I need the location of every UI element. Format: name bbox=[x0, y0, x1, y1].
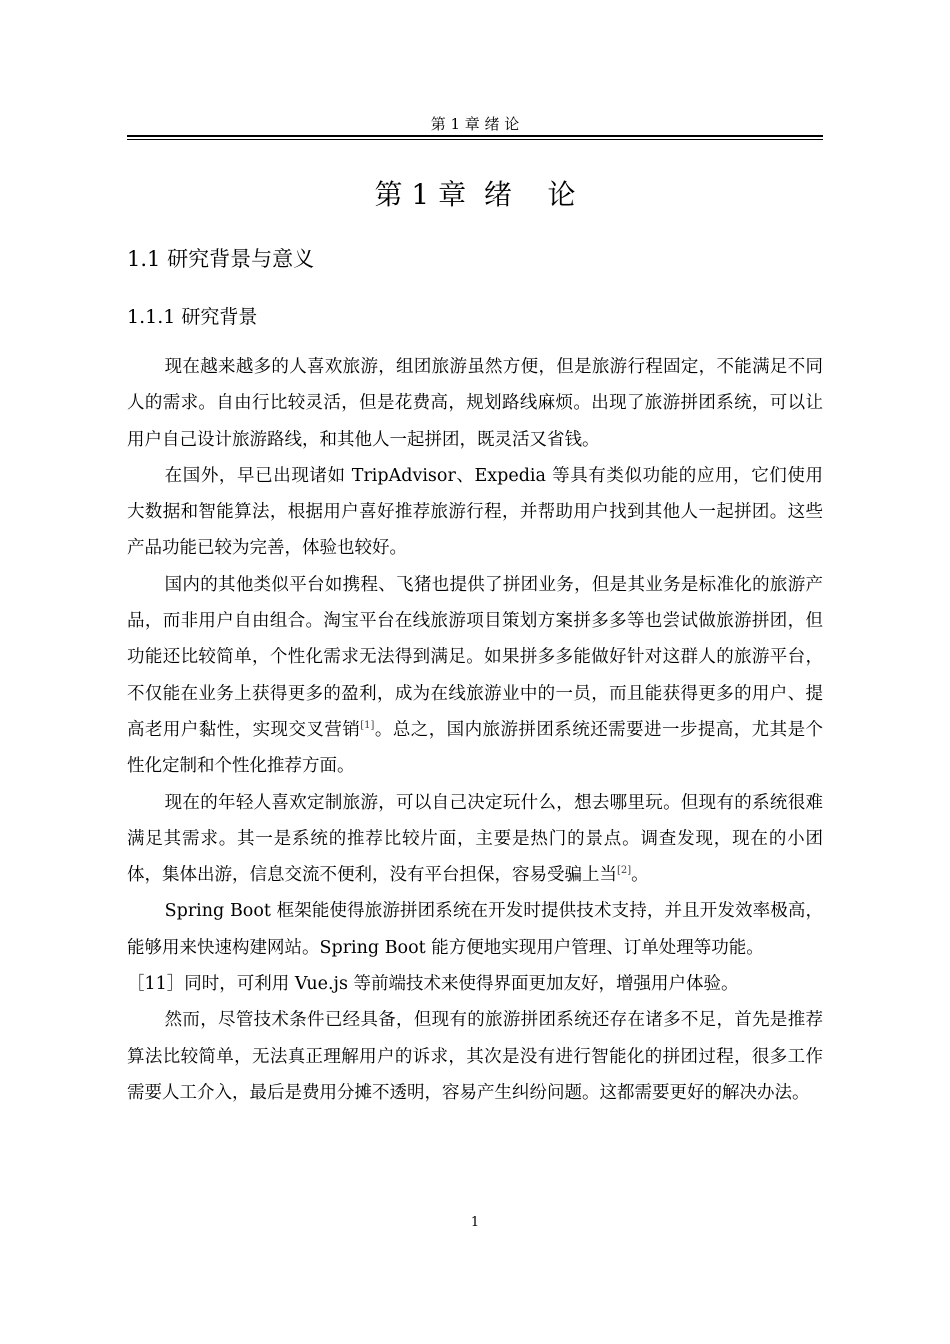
page-number: 1 bbox=[470, 1215, 480, 1230]
paragraph-3 bbox=[127, 567, 823, 785]
paragraph-2: 在国外，早已出现诸如 TripAdvisor、Expedia 等具有类似功能的应用，它们使用大数据和智能算法，根据用户喜好推荐旅游行程，并帮助用户找到其他人一起拼团。这些产品功能已较为完善，体验也较好。 bbox=[127, 465, 823, 559]
subsection-title: 1.1.1 研究背景 bbox=[127, 306, 258, 328]
running-header: 第 1 章 绪 论 bbox=[430, 115, 520, 133]
paragraph-6: 然而，尽管技术条件已经具备，但现有的旅游拼团系统还存在诸多不足，首先是推荐算法比较简单，无法真正理解用户的诉求，其次是没有进行智能化的拼团过程，很多工作需要人工介入，最后是费用分摊不透明，容易产生纠纷问题。这都需要更好的解决办法。 bbox=[127, 1010, 823, 1103]
chapter-title: 第 1 章 绪 论 bbox=[374, 178, 576, 211]
paragraph-3-text-b: 。总之，国内旅游拼团系统还需要进一步提高，尤其是个性化定制和个性化推荐方面。 bbox=[127, 719, 824, 777]
paragraph-3-text-a: 国内的其他类似平台如携程、飞猪也提供了拼团业务，但是其业务是标准化的旅游产品，而非用户自由组合。淘宝平台在线旅游项目策划方案拼多多等也尝试做旅游拼团，但功能还比较简单，个性化需求无法得到满足。如果拼多多能做好针对这群人的旅游平台，不仅能在业务上获得更多的盈利，成为在线旅游业中的一员，而且能获得更多的用户、提高老用户黏性，实现交叉营销 bbox=[127, 574, 823, 740]
citation-2: [2] bbox=[617, 865, 632, 877]
paragraph-4-text-a: 现在的年轻人喜欢定制旅游，可以自己决定玩什么，想去哪里玩。但现有的系统很难满足其需求。其一是系统的推荐比较片面，主要是热门的景点。调查发现，现在的小团体，集体出游，信息交流不便利，没有平台担保，容易受骗上当 bbox=[127, 792, 823, 886]
paragraph-5-continuation: ［11］同时，可利用 Vue.js 等前端技术来使得界面更加友好，增强用户体验。 bbox=[127, 974, 739, 995]
paragraph-1: 现在越来越多的人喜欢旅游，组团旅游虽然方便，但是旅游行程固定，不能满足不同人的需求。自由行比较灵活，但是花费高，规划路线麻烦。出现了旅游拼团系统，可以让用户自己设计旅游路线，和其他人一起拼团，既灵活又省钱。 bbox=[127, 357, 823, 450]
paragraph-4 bbox=[127, 785, 823, 894]
paragraph-5: Spring Boot 框架能使得旅游拼团系统在开发时提供技术支持，并且开发效率极高，能够用来快速构建网站。Spring Boot 能方便地实现用户管理、订单处理等功能。 bbox=[127, 901, 823, 958]
header-rule-thin bbox=[127, 139, 823, 140]
body-text bbox=[127, 349, 823, 1111]
section-title: 1.1 研究背景与意义 bbox=[127, 247, 315, 271]
header-rule-thick bbox=[127, 135, 823, 137]
citation-1: [1] bbox=[360, 719, 375, 731]
paragraph-4-text-b: 。 bbox=[631, 865, 649, 886]
